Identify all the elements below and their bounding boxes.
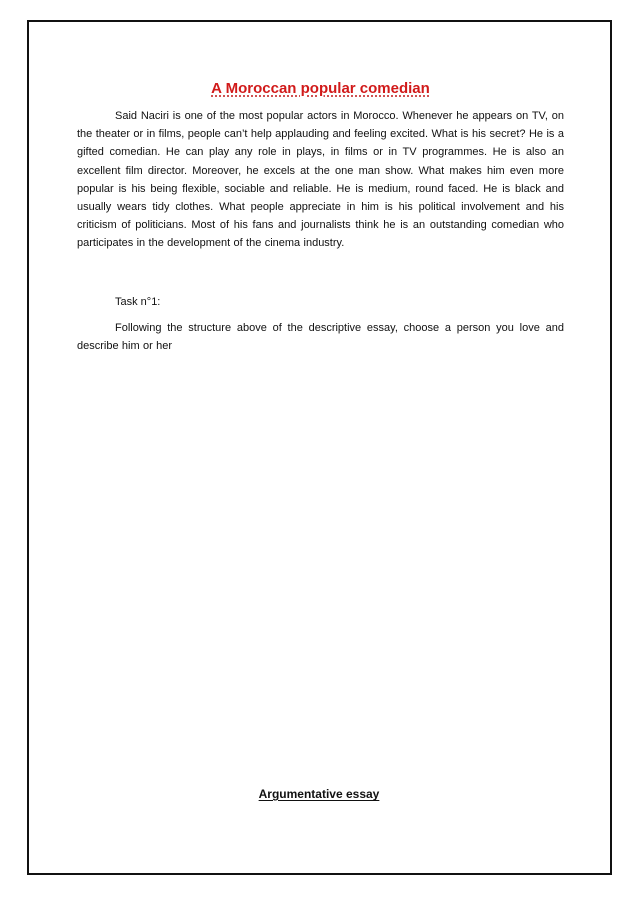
task-label: Task n°1: bbox=[115, 295, 161, 308]
body-paragraph: Said Naciri is one of the most popular actors in Morocco. Whenever he appears on TV, on the theater or in films, people can’t help applauding and feeling excited. What is his secret? He is a gifted comedian. He can play any role in plays, in films or in TV programmes. He is also an excellent film director. Moreover, he excels at the one man show. What makes him even more popular is his being flexible, sociable and reliable. He is medium, round faced. He is black and usually wears tidy clothes. What people appreciate in him is his political involvement and his criticism of politicians. Most of his fans and journalists think he is an outstanding comedian who participates in the development of the cinema industry. bbox=[77, 110, 564, 250]
document-title: A Moroccan popular comedian bbox=[211, 80, 430, 97]
section-heading-argumentative: Argumentative essay bbox=[258, 787, 380, 801]
task-instructions: Following the structure above of the descriptive essay, choose a person you love and describe him or her bbox=[77, 321, 564, 352]
document-content bbox=[77, 79, 564, 355]
